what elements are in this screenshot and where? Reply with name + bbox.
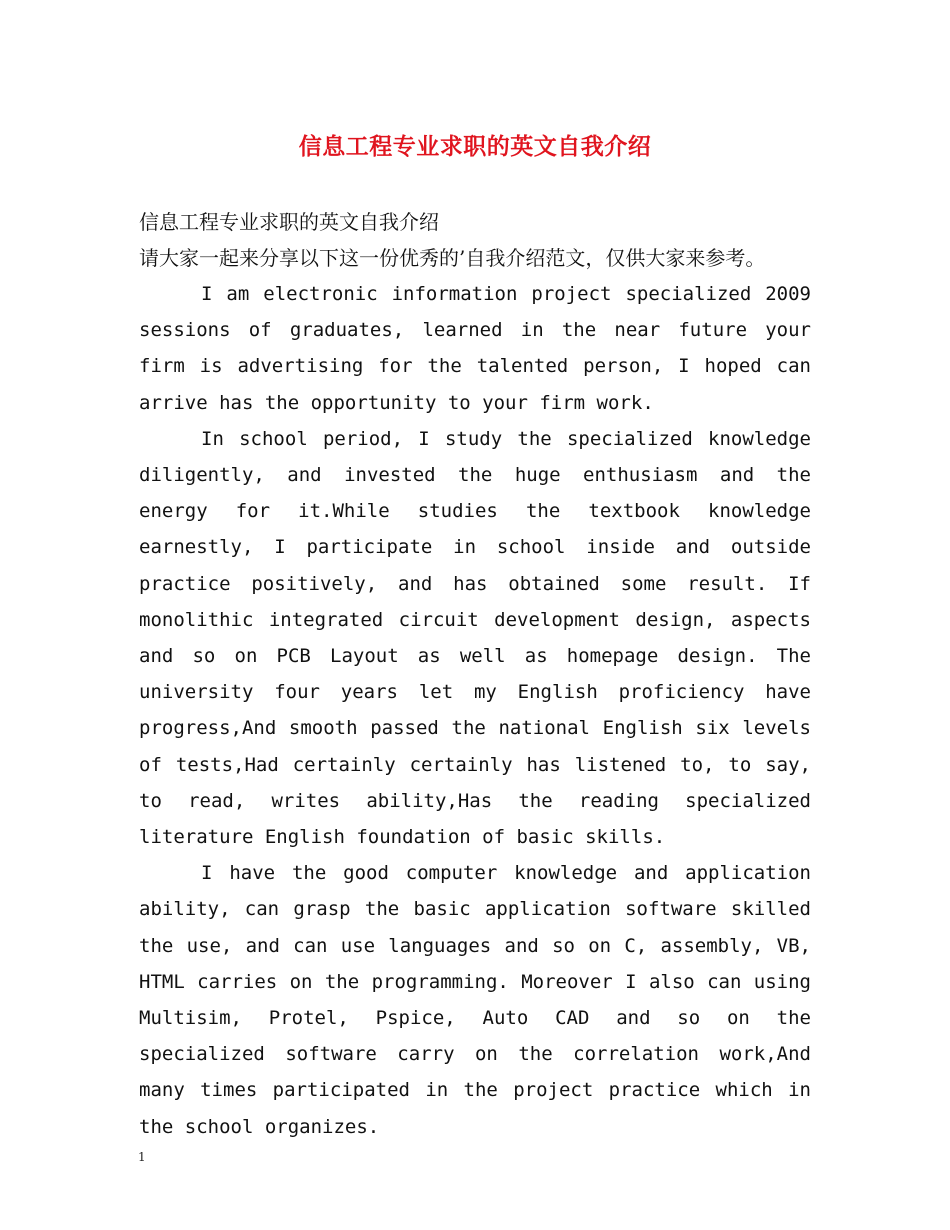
paragraph-3: I have the good computer knowledge and application ability, can grasp the basic application software skilled the use, and can use languages and so on C, assembly, VB, HTML carries on the programming. Moreover I also can using Multisim, Protel, Pspice, Auto CAD and so on the specialized software carry on the correlation work,And many times participated in the project practice which in the school organizes. xyxy=(139,862,811,1138)
intro-line: 请大家一起来分享以下这一份优秀的’自我介绍范文，仅供大家来参考。 xyxy=(139,246,766,270)
paragraph-2: In school period, I study the specialized knowledge diligently, and invested the huge enthusiasm and the energy for it.While studies the textbook knowledge earnestly, I participate in school inside and outside practice positively, and has obtained some result. If monolithic integrated circuit development design, aspects and so on PCB Layout as well as homepage design. The university four years let my English proficiency have progress,And smooth passed the national English six levels of tests,Had certainly certainly has listened to, to say, to read, writes ability,Has the reading specialized literature English foundation of basic skills. xyxy=(139,427,811,849)
document-title: 信息工程专业求职的英文自我介绍 xyxy=(298,134,652,160)
page-number: 1 xyxy=(138,1150,146,1164)
document-body xyxy=(139,204,811,1145)
paragraph-1: I am electronic information project specialized 2009 sessions of graduates, learned in the near future your firm is advertising for the talented person, I hoped can arrive has the opportunity to your firm work. xyxy=(139,283,811,414)
heading-line: 信息工程专业求职的英文自我介绍 xyxy=(139,210,439,234)
